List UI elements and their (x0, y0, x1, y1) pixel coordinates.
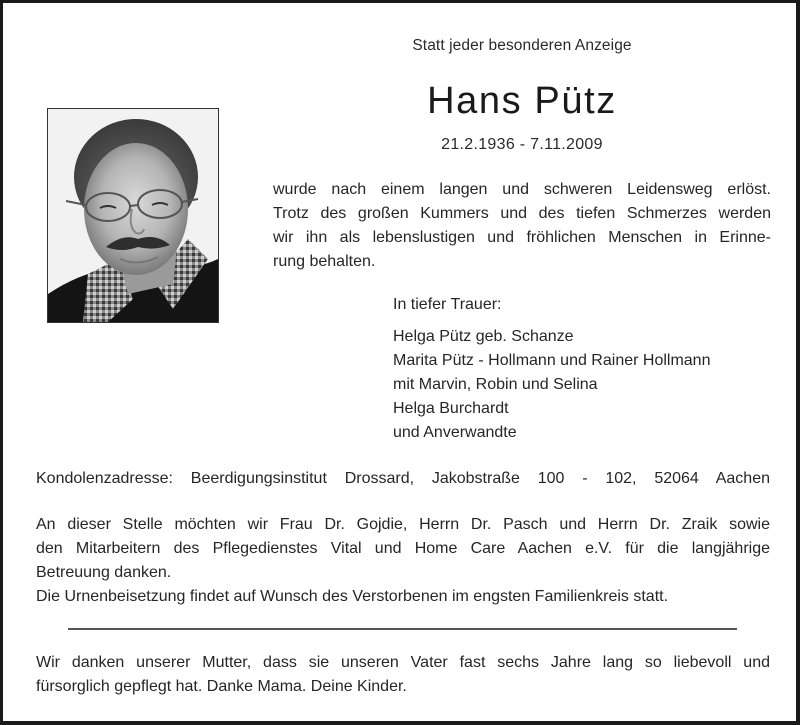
separator-line (68, 628, 737, 630)
mourner-name: und Anverwandte (393, 424, 517, 441)
mourners-list (393, 293, 710, 445)
thanks-paragraph (36, 513, 770, 585)
condolence-address: Kondolenzadresse: Beerdigungsinstitut Drossard, Jakobstraße 100 - 102, 52064 Aachen (36, 470, 770, 487)
mourner-name: Helga Burchardt (393, 400, 509, 417)
mourners-intro: In tiefer Trauer: (393, 296, 502, 313)
thanks-line: Betreuung danken. (36, 564, 172, 581)
children-note-line: fürsorglich gepflegt hat. Danke Mama. Deine Kinder. (36, 678, 407, 695)
portrait-image (48, 109, 218, 322)
obituary-line: wir ihn als lebenslustigen und fröhlichen Menschen in Erinne- (273, 229, 771, 246)
notice-header: Statt jeder besonderen Anzeige (412, 37, 632, 54)
burial-note: Die Urnenbeisetzung findet auf Wunsch des Verstorbenen im engsten Familienkreis statt. (36, 588, 669, 605)
children-thanks-note (36, 651, 770, 699)
mourner-name: Helga Pütz geb. Schanze (393, 328, 574, 345)
thanks-line: An dieser Stelle möchten wir Frau Dr. Gojdie, Herrn Dr. Pasch und Herrn Dr. Zraik sowie (36, 516, 770, 533)
obituary-line: rung behalten. (273, 253, 376, 270)
obituary-line: Trotz des großen Kummers und des tiefen Schmerzes werden (273, 205, 771, 222)
mourner-name: mit Marvin, Robin und Selina (393, 376, 598, 393)
children-note-line: Wir danken unserer Mutter, dass sie unseren Vater fast sechs Jahre lang so liebevoll und (36, 654, 770, 671)
mourner-name: Marita Pütz - Hollmann und Rainer Hollmann (393, 352, 711, 369)
obituary-paragraph (273, 178, 771, 274)
portrait-photo (47, 108, 219, 323)
life-dates: 21.2.1936 - 7.11.2009 (441, 136, 603, 153)
thanks-line: den Mitarbeitern des Pflegedienstes Vital und Home Care Aachen e.V. für die langjährige (36, 540, 770, 557)
deceased-name: Hans Pütz (427, 80, 617, 122)
obituary-line: wurde nach einem langen und schweren Leidensweg erlöst. (273, 181, 771, 198)
